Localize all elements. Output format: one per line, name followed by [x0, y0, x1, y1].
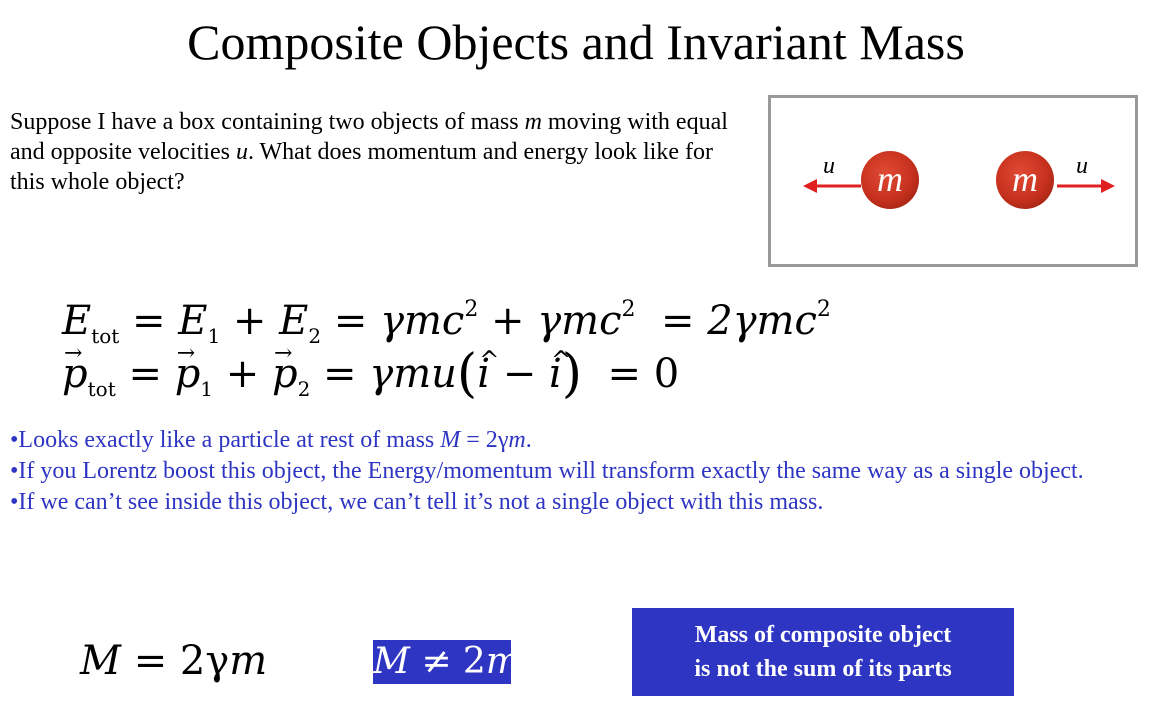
right-mass-ball: [996, 151, 1054, 209]
right-velocity-arrow: [1055, 178, 1115, 194]
callout-box: [632, 608, 1014, 696]
intro-paragraph: [10, 107, 750, 197]
intro-mass-variable: m: [524, 109, 542, 135]
left-mass-ball: [861, 151, 919, 209]
bullet-list: [10, 425, 1090, 518]
intro-velocity-variable: u: [235, 139, 248, 165]
left-velocity-arrow: [803, 178, 863, 194]
intro-text-1: Suppose I have a box containing two objects of mass: [10, 109, 525, 135]
mass-not-equal-box: M ≠ 2m: [373, 641, 520, 682]
bullet-rest-mass: •Looks exactly like a particle at rest of mass M = 2γm.: [10, 427, 532, 453]
left-mass-label: m: [877, 159, 903, 199]
intro-text-2: moving with equal and opposite velocities: [10, 109, 728, 165]
energy-equation: $E_{tot} = E_1 + E_2 = \gamma mc^2 + \gamma mc^2 = 2\gamma mc^2$: [62, 297, 831, 348]
composite-box-diagram: [768, 95, 1138, 267]
bullet-cant-see-inside: •If we can’t see inside this object, we can’t tell it’s not a single object with this mass.: [10, 489, 824, 515]
left-velocity-label: u: [823, 153, 835, 179]
callout-line-2: is not the sum of its parts: [694, 656, 952, 682]
intro-text-3: . What does momentum and energy look like for this whole object?: [10, 139, 713, 195]
bullet-lorentz-boost: •If you Lorentz boost this object, the Energy/momentum will transform exactly the same way as a single object.: [10, 458, 1084, 484]
right-velocity-label: u: [1076, 153, 1088, 179]
composite-mass-equation: M = 2γm: [80, 638, 268, 684]
momentum-equation: → $p_{tot}$ = → $p_1$ + → $p_2$ = γmu(^ i − ^ i) = 0: [62, 350, 679, 413]
slide-title: Composite Objects and Invariant Mass: [187, 14, 965, 70]
right-mass-label: m: [1012, 159, 1038, 199]
callout-line-1: Mass of composite object: [694, 622, 952, 648]
